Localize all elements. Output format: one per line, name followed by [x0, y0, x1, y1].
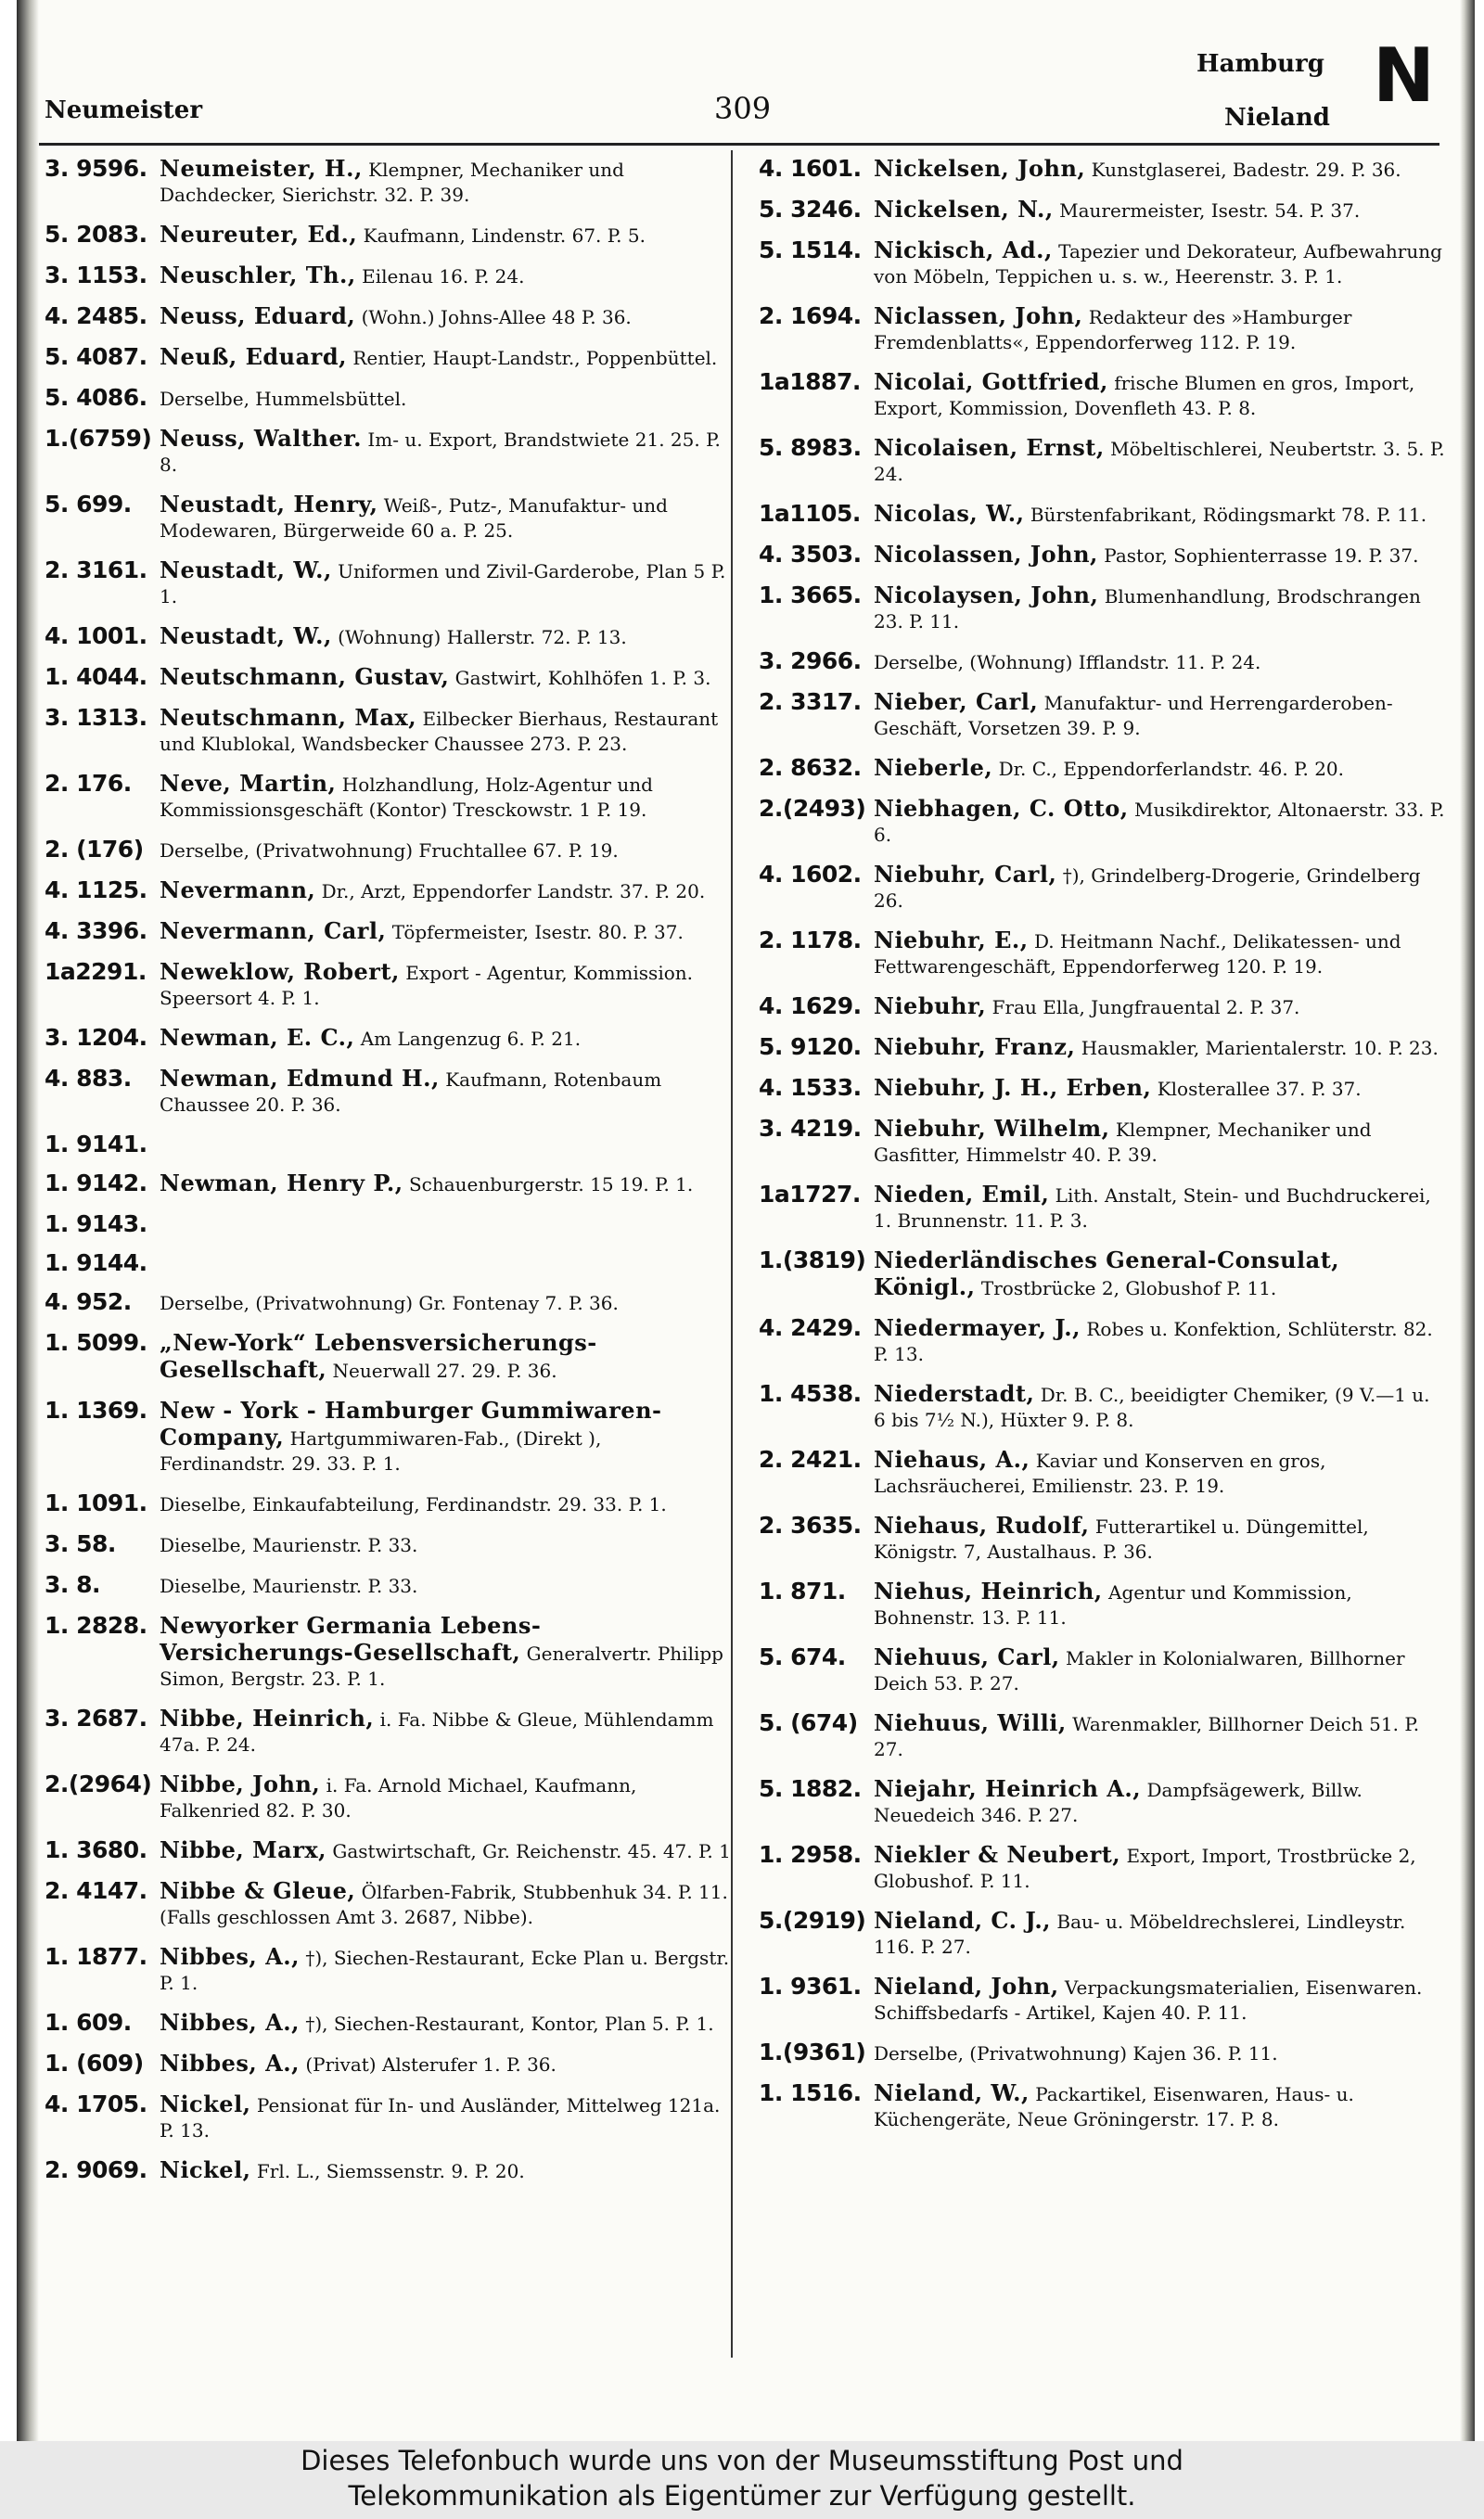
- phone-number: 1. 609.: [45, 2009, 132, 2036]
- entry-name: Newman, E. C.,: [160, 1024, 355, 1051]
- entry-name: Nibbe, John,: [160, 1771, 321, 1797]
- phone-number: 4. 2485.: [45, 302, 147, 329]
- directory-entry: [45, 2010, 731, 2037]
- phone-number: 5. 4087.: [45, 343, 147, 370]
- entry-details: Pastor, Sophienterrasse 19. P. 37.: [1104, 544, 1419, 567]
- directory-entry: [759, 1116, 1445, 1168]
- directory-entry: [45, 156, 731, 208]
- entry-details: †), Siechen-Restaurant, Kontor, Plan 5. P. 1.: [305, 2013, 714, 2035]
- entry-details: Dr. C., Eppendorferlandstr. 46. P. 20.: [998, 758, 1344, 780]
- entry-details: Packartikel, Eisenwaren, Haus- u. Küchengeräte, Neue Gröningerstr. 17. P. 8.: [874, 2083, 1354, 2130]
- entry-details: Kaufmann, Rotenbaum Chaussee 20. P. 36.: [160, 1068, 662, 1116]
- entry-name: Niebuhr,: [874, 992, 987, 1019]
- directory-entry: [759, 1034, 1445, 1061]
- entry-name: Niebhagen, C. Otto,: [874, 795, 1129, 822]
- entry-details: Maurermeister, Isestr. 54. P. 37.: [1059, 199, 1361, 222]
- entry-details: Frl. L., Siemssenstr. 9. P. 20.: [256, 2160, 525, 2182]
- entry-name: Neumeister, H.,: [160, 155, 363, 182]
- entry-details: Schauenburgerstr. 15 19. P. 1.: [408, 1173, 694, 1196]
- phone-number: 4. 1601.: [759, 155, 862, 182]
- entry-name: Newman, Edmund H.,: [160, 1065, 440, 1092]
- directory-entry: [759, 927, 1445, 979]
- directory-entry: [45, 771, 731, 823]
- header-last-keyword: Nieland: [1224, 104, 1330, 132]
- directory-entry: [45, 918, 731, 945]
- entry-details: Uniformen und Zivil-Garderobe, Plan 5 P. 1.: [160, 560, 726, 607]
- directory-entry: [45, 1211, 731, 1236]
- directory-entry: [45, 1250, 731, 1275]
- entry-details: Gastwirt, Kohlhöfen 1. P. 3.: [454, 667, 711, 689]
- directory-entry: [45, 1025, 731, 1052]
- entry-details: Warenmakler, Billhorner Deich 51. P. 27.: [874, 1713, 1420, 1760]
- directory-entry: [45, 1572, 731, 1599]
- entry-name: Neuss, Eduard,: [160, 302, 356, 329]
- phone-number: 1. 1091.: [45, 1490, 147, 1516]
- directory-entry: [45, 2091, 731, 2143]
- entry-details: Klosterallee 37. P. 37.: [1157, 1078, 1362, 1100]
- phone-number: 4. 1629.: [759, 992, 862, 1019]
- entry-name: Nicolai, Gottfried,: [874, 368, 1108, 395]
- entry-name: Nieland, W.,: [874, 2079, 1030, 2106]
- entry-details: Derselbe, (Privatwohnung) Fruchtallee 67. P. 19.: [160, 839, 619, 862]
- page-edge-left: [17, 0, 39, 2441]
- phone-number: 2. 3317.: [759, 688, 862, 715]
- entry-details: Derselbe, (Privatwohnung) Gr. Fontenay 7. P. 36.: [160, 1292, 619, 1314]
- entry-details: i. Fa. Nibbe & Gleue, Mühlendamm 47a. P. 24.: [160, 1708, 714, 1756]
- entry-details: Kaviar und Konserven en gros, Lachsräucherei, Emilienstr. 23. P. 19.: [874, 1450, 1326, 1497]
- entry-name: Nickelsen, N.,: [874, 196, 1054, 223]
- phone-number: 3. 4219.: [759, 1115, 862, 1142]
- entry-details: Holzhandlung, Holz-Agentur und Kommissionsgeschäft (Kontor) Tresckowstr. 1 P. 19.: [160, 774, 653, 821]
- phone-number: 5. 9120.: [759, 1033, 862, 1060]
- phone-number: 1. 4538.: [759, 1380, 862, 1407]
- directory-entry: [45, 959, 731, 1011]
- phone-number: 3. 1153.: [45, 262, 147, 288]
- entry-details: Musikdirektor, Altonaerstr. 33. P. 6.: [874, 799, 1445, 846]
- entry-name: Neureuter, Ed.,: [160, 221, 358, 248]
- phone-number: 5. 1514.: [759, 237, 862, 263]
- entry-details: Neuerwall 27. 29. P. 36.: [332, 1360, 557, 1382]
- phone-number: 1. 4044.: [45, 663, 147, 690]
- phone-number: 1. 1877.: [45, 1943, 147, 1970]
- directory-entry: [45, 2157, 731, 2184]
- entry-details: Bau- u. Möbeldrechslerei, Lindleystr. 116. P. 27.: [874, 1911, 1406, 1958]
- phone-number: 5. 699.: [45, 491, 132, 518]
- phone-number: 4. 883.: [45, 1065, 132, 1092]
- page-edge-right: [1460, 0, 1475, 2441]
- directory-entry: [759, 2080, 1445, 2132]
- directory-entry: [45, 2051, 731, 2078]
- directory-entry: [45, 1170, 731, 1197]
- entry-details: Hausmakler, Marientalerstr. 10. P. 23.: [1081, 1037, 1439, 1059]
- entry-name: Nicolaysen, John,: [874, 582, 1099, 608]
- directory-entry: [759, 862, 1445, 914]
- directory-entry: [45, 1613, 731, 1692]
- entry-name: Niebuhr, Carl,: [874, 861, 1057, 888]
- directory-entry: [45, 1289, 731, 1316]
- entry-details: Töpfermeister, Isestr. 80. P. 37.: [391, 921, 684, 943]
- entry-details: Am Langenzug 6. P. 21.: [360, 1028, 582, 1050]
- directory-entry: [45, 426, 731, 478]
- phone-number: 1. 2828.: [45, 1612, 147, 1639]
- phone-number: 4. 1533.: [759, 1074, 862, 1101]
- directory-entry: [45, 1771, 731, 1823]
- entry-details: (Wohn.) Johns-Allee 48 P. 36.: [361, 306, 632, 328]
- phone-number: 4. 3503.: [759, 541, 862, 568]
- entry-details: Eilenau 16. P. 24.: [362, 265, 525, 288]
- directory-entry: [45, 344, 731, 371]
- entry-details: Dr. B. C., beeidigter Chemiker, (9 V.—1 u. 6 bis 7½ N.), Hüxter 9. P. 8.: [874, 1384, 1430, 1431]
- directory-entry: [759, 542, 1445, 569]
- phone-number: 1.(6759): [45, 425, 152, 452]
- column-divider: [731, 150, 733, 2358]
- directory-entry: [45, 1066, 731, 1118]
- phone-number: 5. 4086.: [45, 384, 147, 411]
- directory-entry: [759, 582, 1445, 634]
- phone-number: 1a2291.: [45, 958, 147, 985]
- entry-name: Nibbes, A.,: [160, 1943, 300, 1970]
- entry-name: Nibbes, A.,: [160, 2009, 300, 2036]
- entry-details: frische Blumen en gros, Import, Export, Kommission, Dovenfleth 43. P. 8.: [874, 372, 1415, 419]
- directory-entry: [759, 1579, 1445, 1630]
- entry-name: Niehuus, Carl,: [874, 1643, 1060, 1670]
- directory-entry: [45, 303, 731, 330]
- entry-name: Nibbe, Marx,: [160, 1836, 327, 1863]
- phone-number: 3. 1204.: [45, 1024, 147, 1051]
- phone-number: 1a1105.: [759, 500, 861, 527]
- phone-number: 3. 2966.: [759, 647, 862, 674]
- directory-entry: [759, 1776, 1445, 1828]
- entry-details: Dieselbe, Maurienstr. P. 33.: [160, 1575, 418, 1597]
- entry-details: Dieselbe, Einkaufabteilung, Ferdinandstr. 29. 33. P. 1.: [160, 1493, 667, 1515]
- directory-entry: [759, 689, 1445, 741]
- directory-entry: [45, 385, 731, 412]
- phone-number: 3. 58.: [45, 1530, 116, 1557]
- entry-name: Nicolaisen, Ernst,: [874, 434, 1105, 461]
- phone-number: 1. 871.: [759, 1578, 846, 1605]
- directory-entry: [759, 993, 1445, 1020]
- phone-number: 2. 2421.: [759, 1446, 862, 1473]
- entry-details: Frau Ella, Jungfrauental 2. P. 37.: [991, 996, 1300, 1018]
- footer-line-2: Telekommunikation als Eigentümer zur Verfügung gestellt.: [348, 2480, 1136, 2512]
- directory-entry: [759, 197, 1445, 224]
- directory-entry: [759, 435, 1445, 487]
- directory-entry: [45, 262, 731, 289]
- phone-number: 5. 8983.: [759, 434, 862, 461]
- phone-number: 4. 952.: [45, 1288, 132, 1315]
- directory-entry: [759, 237, 1445, 289]
- entry-name: Newyorker Germania Lebens-Versicherungs-Gesellschaft,: [160, 1612, 542, 1666]
- phone-number: 1. (609): [45, 2050, 144, 2077]
- entry-details: †), Siechen-Restaurant, Ecke Plan u. Bergstr. P. 1.: [160, 1947, 730, 1994]
- entry-name: Nevermann,: [160, 876, 316, 903]
- entry-name: Niedermayer, J.,: [874, 1314, 1081, 1341]
- phone-number: 4. 1125.: [45, 876, 147, 903]
- entry-details: Bürstenfabrikant, Rödingsmarkt 78. P. 11.: [1030, 504, 1427, 526]
- phone-number: 5. 3246.: [759, 196, 862, 223]
- entry-name: Nicolas, W.,: [874, 500, 1025, 527]
- entry-name: Neustadt, Henry,: [160, 491, 378, 518]
- directory-entry: [759, 1644, 1445, 1696]
- directory-entry: [45, 1706, 731, 1758]
- phone-number: 4. 3396.: [45, 917, 147, 944]
- entry-details: Pensionat für In- und Ausländer, Mittelweg 121a. P. 13.: [160, 2094, 721, 2142]
- directory-entry: [759, 1710, 1445, 1762]
- entry-name: Neuss, Walther.: [160, 425, 363, 452]
- phone-number: 4. 1001.: [45, 622, 147, 649]
- entry-details: Export, Import, Trostbrücke 2, Globushof. P. 11.: [874, 1845, 1416, 1892]
- header-first-keyword: Neumeister: [45, 96, 203, 124]
- footer-notice: [0, 2441, 1484, 2519]
- entry-name: Nickisch, Ad.,: [874, 237, 1053, 263]
- entry-details: Kaufmann, Lindenstr. 67. P. 5.: [363, 224, 646, 247]
- entry-details: Klempner, Mechaniker und Dachdecker, Sierichstr. 32. P. 39.: [160, 159, 624, 206]
- directory-entry: [45, 1330, 731, 1384]
- directory-entry: [759, 1075, 1445, 1102]
- entry-name: Neutschmann, Max,: [160, 704, 417, 731]
- directory-entry: [45, 1878, 731, 1930]
- directory-entry: [759, 755, 1445, 782]
- entry-name: Niejahr, Heinrich A.,: [874, 1775, 1142, 1802]
- entry-details: Derselbe, Hummelsbüttel.: [160, 388, 407, 410]
- entry-details: Futterartikel u. Düngemittel, Königstr. 7, Austalhaus. P. 36.: [874, 1515, 1369, 1563]
- directory-entry: [759, 156, 1445, 183]
- phone-number: 2. 176.: [45, 770, 132, 797]
- entry-name: Nieland, John,: [874, 1973, 1059, 2000]
- header-city: Hamburg: [1196, 50, 1324, 78]
- directory-entry: [45, 623, 731, 650]
- directory-entry: [759, 1513, 1445, 1565]
- phone-number: 2.(2493): [759, 795, 866, 822]
- entry-name: Neustadt, W.,: [160, 622, 332, 649]
- entry-name: Niehus, Heinrich,: [874, 1578, 1103, 1605]
- entry-name: Niehaus, A.,: [874, 1446, 1030, 1473]
- phone-number: 1. 9143.: [45, 1210, 147, 1237]
- phone-number: 1. 3665.: [759, 582, 862, 608]
- directory-entry: [759, 796, 1445, 848]
- phone-number: 1.(3819): [759, 1247, 866, 1273]
- phone-number: 3. 9596.: [45, 155, 147, 182]
- directory-entry: [759, 1182, 1445, 1234]
- directory-entry: [45, 664, 731, 691]
- entry-name: Niebuhr, Wilhelm,: [874, 1115, 1110, 1142]
- directory-entry: [45, 1531, 731, 1558]
- entry-details: Eilbecker Bierhaus, Restaurant und Klublokal, Wandsbecker Chaussee 273. P. 23.: [160, 708, 719, 755]
- phone-number: 2. (176): [45, 836, 144, 863]
- phone-number: 4. 1705.: [45, 2091, 147, 2117]
- entry-name: „New-York“ Lebensversicherungs-Gesellschaft,: [160, 1329, 597, 1383]
- entry-details: Derselbe, (Wohnung) Ifflandstr. 11. P. 24.: [874, 651, 1261, 673]
- entry-name: Niederländisches General-Consulat, Königl.,: [874, 1247, 1340, 1300]
- entry-details: Export - Agentur, Kommission. Speersort 4. P. 1.: [160, 962, 693, 1009]
- entry-name: Nickel,: [160, 2156, 251, 2183]
- phone-number: 2. 8632.: [759, 754, 862, 781]
- directory-entry: [45, 557, 731, 609]
- entry-name: Newman, Henry P.,: [160, 1170, 403, 1196]
- entry-details: Kunstglaserei, Badestr. 29. P. 36.: [1091, 159, 1401, 181]
- page-number: 309: [714, 91, 772, 126]
- directory-entry: [45, 222, 731, 249]
- left-column: [45, 156, 731, 2198]
- entry-details: Rentier, Haupt-Landstr., Poppenbüttel.: [352, 347, 718, 369]
- entry-details: (Privat) Alsterufer 1. P. 36.: [305, 2053, 556, 2076]
- entry-name: Nevermann, Carl,: [160, 917, 387, 944]
- entry-name: Nibbes, A.,: [160, 2050, 300, 2077]
- entry-details: Dr., Arzt, Eppendorfer Landstr. 37. P. 20.: [321, 880, 706, 902]
- entry-details: Weiß-, Putz-, Manufaktur- und Modewaren, Bürgerweide 60 a. P. 25.: [160, 494, 668, 542]
- directory-entry: [759, 1315, 1445, 1367]
- entry-details: Möbeltischlerei, Neubertstr. 3. 5. P. 24.: [874, 438, 1445, 485]
- header-rule: [39, 143, 1439, 146]
- entry-name: Nickel,: [160, 2091, 251, 2117]
- footer-line-1: Dieses Telefonbuch wurde uns von der Museumsstiftung Post und: [301, 2445, 1183, 2476]
- entry-name: Niehaus, Rudolf,: [874, 1512, 1090, 1539]
- entry-name: Neuß, Eduard,: [160, 343, 347, 370]
- directory-entry: [45, 837, 731, 863]
- entry-name: Niebuhr, Franz,: [874, 1033, 1076, 1060]
- entry-details: Tapezier und Dekorateur, Aufbewahrung von Möbeln, Teppichen u. s. w., Heerenstr. 3. P. 1.: [874, 240, 1442, 288]
- directory-entry: [45, 1398, 731, 1477]
- phone-number: 1. 1516.: [759, 2079, 862, 2106]
- entry-name: Niekler & Neubert,: [874, 1841, 1121, 1868]
- directory-entry: [759, 1381, 1445, 1433]
- phone-number: 1. 1369.: [45, 1397, 147, 1424]
- entry-details: D. Heitmann Nachf., Delikatessen- und Fettwarengeschäft, Eppendorferweg 120. P. 19.: [874, 930, 1401, 978]
- directory-entry: [45, 1837, 731, 1864]
- entry-name: Neuschler, Th.,: [160, 262, 356, 288]
- phone-number: 1. 9141.: [45, 1131, 147, 1157]
- directory-entry: [759, 1908, 1445, 1960]
- entry-details: Lith. Anstalt, Stein- und Buchdruckerei, 1. Brunnenstr. 11. P. 3.: [874, 1184, 1431, 1232]
- directory-entry: [759, 1842, 1445, 1894]
- entry-details: Blumenhandlung, Brodschrangen 23. P. 11.: [874, 585, 1421, 633]
- entry-name: Nieden, Emil,: [874, 1181, 1050, 1208]
- header-letter: N: [1373, 32, 1435, 119]
- entry-name: Nieberle,: [874, 754, 993, 781]
- entry-details: Im- u. Export, Brandstwiete 21. 25. P. 8.: [160, 428, 721, 476]
- phone-number: 3. 8.: [45, 1571, 100, 1598]
- directory-entry: [759, 648, 1445, 675]
- phone-number: 3. 1313.: [45, 704, 147, 731]
- directory-entry: [45, 705, 731, 757]
- phone-number: 5. 1882.: [759, 1775, 862, 1802]
- entry-name: Niclassen, John,: [874, 302, 1083, 329]
- phone-number: 2. 1694.: [759, 302, 862, 329]
- entry-name: Neutschmann, Gustav,: [160, 663, 450, 690]
- entry-details: Verpackungsmaterialien, Eisenwaren. Schiffsbedarfs - Artikel, Kajen 40. P. 11.: [874, 1976, 1423, 2024]
- entry-details: Manufaktur- und Herrengarderoben-Geschäft, Vorsetzen 39. P. 9.: [874, 692, 1393, 739]
- phone-number: 1. 2958.: [759, 1841, 862, 1868]
- phone-number: 5. 674.: [759, 1643, 846, 1670]
- phone-number: 1a1727.: [759, 1181, 861, 1208]
- entry-name: Nieber, Carl,: [874, 688, 1039, 715]
- directory-entry: [759, 2039, 1445, 2066]
- entry-name: Nicolassen, John,: [874, 541, 1098, 568]
- directory-entry: [759, 1247, 1445, 1301]
- directory-entry: [759, 1974, 1445, 2026]
- entry-details: Redakteur des »Hamburger Fremdenblatts«, Eppendorferweg 112. P. 19.: [874, 306, 1352, 353]
- entry-name: Niebuhr, E.,: [874, 927, 1029, 953]
- phone-number: 1.(9361): [759, 2039, 866, 2065]
- phone-number: 1. 3680.: [45, 1836, 147, 1863]
- entry-details: Dieselbe, Maurienstr. P. 33.: [160, 1534, 418, 1556]
- entry-name: Neweklow, Robert,: [160, 958, 400, 985]
- phone-number: 1. 5099.: [45, 1329, 147, 1356]
- entry-details: Hartgummiwaren-Fab., (Direkt ), Ferdinandstr. 29. 33. P. 1.: [160, 1427, 602, 1475]
- directory-entry: [45, 1132, 731, 1157]
- phone-number: 2.(2964): [45, 1771, 152, 1797]
- phone-number: 1a1887.: [759, 368, 861, 395]
- entry-name: Nibbe, Heinrich,: [160, 1705, 375, 1732]
- phone-number: 4. 2429.: [759, 1314, 862, 1341]
- phone-number: 1. 9144.: [45, 1249, 147, 1276]
- phone-number: 5. (674): [759, 1709, 858, 1736]
- entry-details: Gastwirtschaft, Gr. Reichenstr. 45. 47. P. 1: [332, 1840, 731, 1862]
- phone-number: 4. 1602.: [759, 861, 862, 888]
- entry-details: i. Fa. Arnold Michael, Kaufmann, Falkenried 82. P. 30.: [160, 1774, 637, 1822]
- directory-entry: [45, 1944, 731, 1996]
- entry-details: Agentur und Kommission, Bohnenstr. 13. P. 11.: [874, 1581, 1352, 1629]
- directory-entry: [759, 303, 1445, 355]
- phone-number: 2. 1178.: [759, 927, 862, 953]
- entry-details: Trostbrücke 2, Globushof P. 11.: [980, 1277, 1277, 1299]
- phone-number: 3. 2687.: [45, 1705, 147, 1732]
- entry-details: Ölfarben-Fabrik, Stubbenhuk 34. P. 11. (Falls geschlossen Amt 3. 2687, Nibbe).: [160, 1881, 728, 1928]
- entry-name: Neustadt, W.,: [160, 556, 332, 583]
- entry-details: Derselbe, (Privatwohnung) Kajen 36. P. 11.: [874, 2042, 1278, 2065]
- directory-entry: [759, 1447, 1445, 1499]
- entry-name: Niehuus, Willi,: [874, 1709, 1067, 1736]
- phone-number: 1. 9142.: [45, 1170, 147, 1196]
- entry-name: New - York - Hamburger Gummiwaren-Company,: [160, 1397, 662, 1451]
- directory-entry: [759, 369, 1445, 421]
- entry-details: Dampfsägewerk, Billw. Neuedeich 346. P. 27.: [874, 1779, 1362, 1826]
- directory-page: [17, 0, 1475, 2441]
- phone-number: 2. 4147.: [45, 1877, 147, 1904]
- phone-number: 5.(2919): [759, 1907, 866, 1934]
- phone-number: 2. 3635.: [759, 1512, 862, 1539]
- phone-number: 5. 2083.: [45, 221, 147, 248]
- entry-name: Nickelsen, John,: [874, 155, 1086, 182]
- entry-details: Klempner, Mechaniker und Gasfitter, Himmelstr 40. P. 39.: [874, 1119, 1372, 1166]
- entry-details: Makler in Kolonialwaren, Billhorner Deich 53. P. 27.: [874, 1647, 1405, 1694]
- directory-entry: [45, 1490, 731, 1517]
- entry-details: Robes u. Konfektion, Schlüterstr. 82. P. 13.: [874, 1318, 1433, 1365]
- directory-entry: [45, 877, 731, 904]
- entry-details: †), Grindelberg-Drogerie, Grindelberg 26.: [874, 864, 1421, 912]
- phone-number: 2. 9069.: [45, 2156, 147, 2183]
- phone-number: 1. 9361.: [759, 1973, 862, 2000]
- directory-entry: [45, 492, 731, 543]
- entry-name: Niederstadt,: [874, 1380, 1035, 1407]
- entry-name: Niebuhr, J. H., Erben,: [874, 1074, 1152, 1101]
- phone-number: 2. 3161.: [45, 556, 147, 583]
- entry-details: Generalvertr. Philipp Simon, Bergstr. 23. P. 1.: [160, 1643, 723, 1690]
- right-column: [759, 156, 1445, 2146]
- entry-name: Nibbe & Gleue,: [160, 1877, 356, 1904]
- directory-entry: [759, 501, 1445, 528]
- entry-name: Neve, Martin,: [160, 770, 337, 797]
- entry-details: (Wohnung) Hallerstr. 72. P. 13.: [338, 626, 627, 648]
- entry-name: Nieland, C. J.,: [874, 1907, 1052, 1934]
